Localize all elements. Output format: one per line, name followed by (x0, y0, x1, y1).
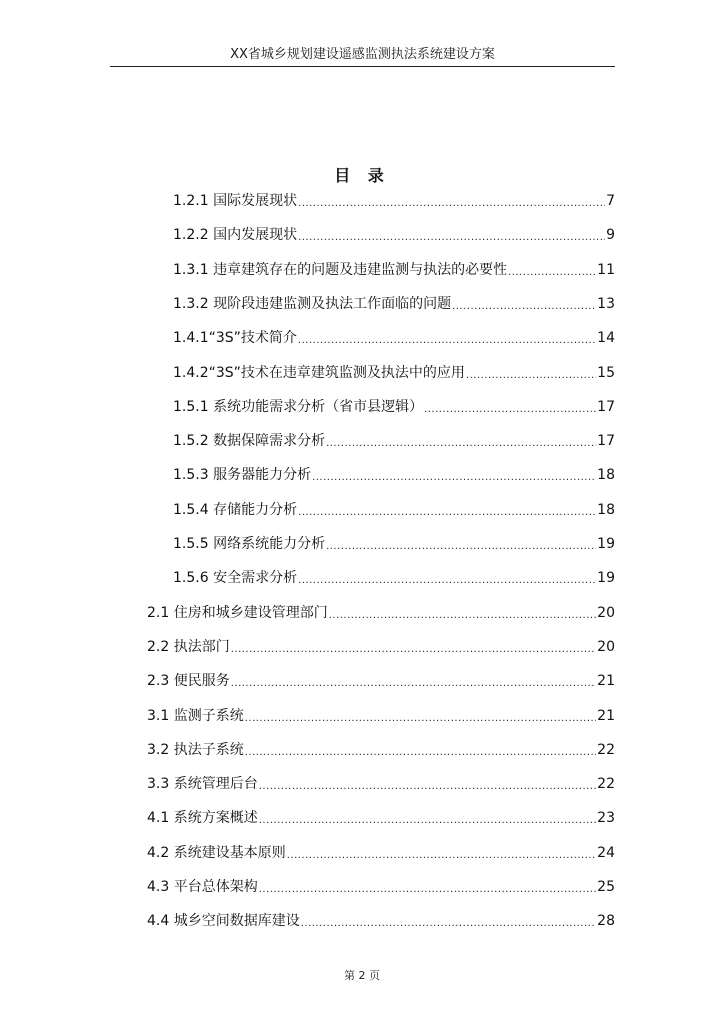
toc-entry-page: 22 (597, 741, 615, 758)
toc-entry-label: 4.4 城乡空间数据库建设 (147, 913, 300, 930)
toc-entry-page: 25 (597, 879, 615, 895)
toc-entry[interactable] (147, 599, 615, 623)
toc-entry-page: 22 (597, 776, 615, 793)
toc-entry-label: 1.5.3 服务器能力分析 (173, 467, 312, 484)
toc-entry[interactable] (147, 873, 615, 897)
toc-entry-label: 2.3 便民服务 (147, 673, 230, 690)
toc-dot-leader (245, 706, 596, 726)
toc-dot-leader (298, 328, 596, 348)
toc-entry-page: 9 (606, 227, 615, 244)
header-divider (110, 66, 615, 67)
toc-entry-label: 2.2 执法部门 (147, 638, 230, 655)
toc-entry[interactable] (147, 633, 615, 657)
toc-entry-label: 4.1 系统方案概述 (147, 810, 258, 827)
toc-dot-leader (452, 294, 596, 314)
toc-entry-page: 21 (597, 707, 615, 724)
toc-entry[interactable] (173, 393, 615, 417)
toc-entry-label: 1.3.1 违章建筑存在的问题及违建监测与执法的必要性 (173, 261, 508, 278)
toc-title: 目 录 (334, 166, 390, 185)
toc-entry-label: 1.2.2 国内发展现状 (173, 227, 298, 244)
toc-entry-label: 1.5.5 网络系统能力分析 (173, 536, 326, 552)
toc-entry-page: 7 (606, 193, 615, 209)
toc-entry[interactable] (173, 187, 615, 211)
toc-entry-page: 19 (597, 570, 615, 587)
toc-entry-page: 28 (597, 913, 615, 930)
toc-entry[interactable] (173, 324, 615, 348)
toc-entry[interactable] (173, 461, 615, 485)
page-number: 第 2 页 (344, 969, 380, 982)
toc-entry[interactable] (147, 804, 615, 828)
toc-entry-page: 20 (597, 604, 615, 621)
toc-entry[interactable] (173, 496, 615, 520)
toc-dot-leader (231, 671, 596, 691)
toc-dot-leader (424, 397, 596, 417)
toc-entry[interactable] (173, 359, 615, 383)
toc-entry-label: 3.1 监测子系统 (147, 707, 244, 724)
toc-dot-leader (329, 603, 596, 623)
toc-entry[interactable] (147, 907, 615, 931)
toc-dot-leader (298, 568, 596, 588)
toc-entry-page: 11 (597, 261, 615, 278)
toc-entry[interactable] (147, 736, 615, 760)
toc-entry[interactable] (147, 667, 615, 691)
toc-entry-page: 14 (597, 330, 615, 347)
toc-entry-page: 21 (597, 673, 615, 690)
toc-entry-page: 13 (597, 295, 615, 312)
toc-entry[interactable] (173, 530, 615, 554)
toc-entry-page: 18 (597, 501, 615, 518)
toc-dot-leader (259, 877, 596, 897)
toc-dot-leader (326, 534, 596, 554)
toc-entry[interactable] (147, 839, 615, 863)
toc-dot-leader (508, 260, 596, 280)
toc-entry[interactable] (147, 770, 615, 794)
toc-entry-label: 4.2 系统建设基本原则 (147, 844, 286, 861)
toc-entry[interactable] (173, 256, 615, 280)
toc-entry-label: 2.1 住房和城乡建设管理部门 (147, 604, 328, 621)
toc-entry-page: 18 (597, 467, 615, 484)
toc-entry[interactable] (173, 290, 615, 314)
toc-dot-leader (298, 225, 605, 245)
toc-dot-leader (259, 808, 596, 828)
toc-dot-leader (287, 843, 596, 863)
toc-entry-label: 1.5.4 存储能力分析 (173, 501, 298, 518)
toc-dot-leader (298, 500, 596, 520)
toc-entry-label: 1.2.1 国际发展现状 (173, 193, 298, 209)
toc-dot-leader (245, 740, 596, 760)
toc-entry-page: 17 (597, 398, 615, 415)
toc-entry-page: 24 (597, 844, 615, 861)
toc-entry-label: 3.2 执法子系统 (147, 741, 244, 758)
toc-dot-leader (312, 465, 596, 485)
toc-entry-label: 4.3 平台总体架构 (147, 879, 258, 895)
toc-dot-leader (259, 774, 596, 794)
toc-entry-page: 23 (597, 810, 615, 827)
toc-entry-label: 1.5.1 系统功能需求分析（省市县逻辑） (173, 398, 424, 415)
toc-dot-leader (231, 637, 596, 657)
toc-entry-label: 1.4.2“3S”技术在违章建筑监测及执法中的应用 (173, 364, 465, 381)
toc-dot-leader (301, 911, 596, 931)
toc-entry-label: 1.5.2 数据保障需求分析 (173, 433, 326, 450)
toc-entry-label: 1.5.6 安全需求分析 (173, 570, 298, 587)
toc-entry-label: 3.3 系统管理后台 (147, 776, 258, 793)
document-header: XX省城乡规划建设遥感监测执法系统建设方案 (230, 47, 495, 62)
toc-entry-page: 17 (597, 433, 615, 450)
toc-entry[interactable] (147, 702, 615, 726)
toc-entry-label: 1.4.1“3S”技术简介 (173, 330, 297, 347)
toc-dot-leader (466, 363, 596, 383)
toc-dot-leader (298, 191, 605, 211)
toc-entry-label: 1.3.2 现阶段违建监测及执法工作面临的问题 (173, 295, 452, 312)
toc-entry-page: 19 (597, 536, 615, 552)
toc-entry[interactable] (173, 221, 615, 245)
toc-entry[interactable] (173, 564, 615, 588)
toc-dot-leader (326, 431, 596, 451)
toc-entry-page: 20 (597, 638, 615, 655)
toc-entry[interactable] (173, 427, 615, 451)
toc-entry-page: 15 (597, 364, 615, 381)
